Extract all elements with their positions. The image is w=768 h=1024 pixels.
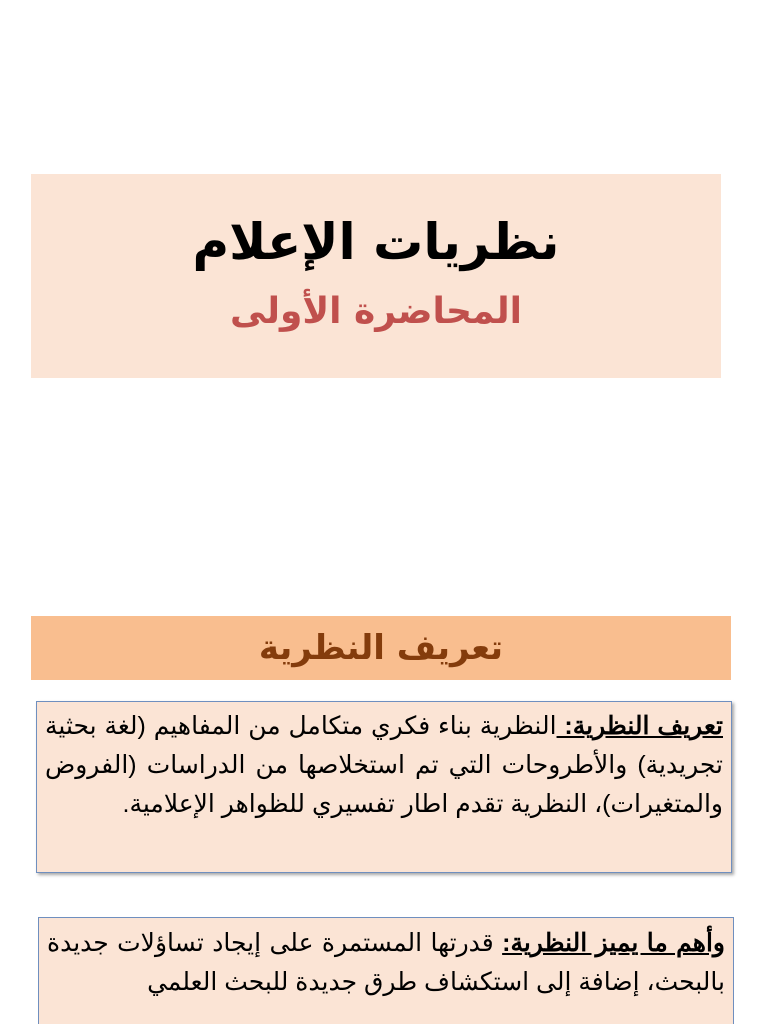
features-lead: وأهم ما يميز النظرية: xyxy=(502,929,725,957)
definition-lead: تعريف النظرية: xyxy=(556,712,723,740)
definition-box xyxy=(36,701,732,873)
section-header-bar xyxy=(31,616,731,680)
section-title: تعريف النظرية xyxy=(258,628,504,668)
definition-body: النظرية بناء فكري متكامل من المفاهيم (لغة بحثية تجريدية) والأطروحات التي تم استخلاصها من الدراسات (الفروض والمتغيرات)، النظرية تقدم اطار تفسيري للظواهر الإعلامية. xyxy=(45,712,723,818)
page-title: نظريات الإعلام xyxy=(192,213,560,271)
features-body: قدرتها المستمرة على إيجاد تساؤلات جديدة بالبحث، إضافة إلى استكشاف طرق جديدة للبحث العلمي xyxy=(47,929,725,996)
title-box xyxy=(31,174,721,378)
features-box xyxy=(38,917,734,1024)
definition-paragraph xyxy=(45,707,723,824)
features-paragraph xyxy=(47,924,725,1002)
lecture-subtitle: المحاضرة الأولى xyxy=(230,291,522,332)
